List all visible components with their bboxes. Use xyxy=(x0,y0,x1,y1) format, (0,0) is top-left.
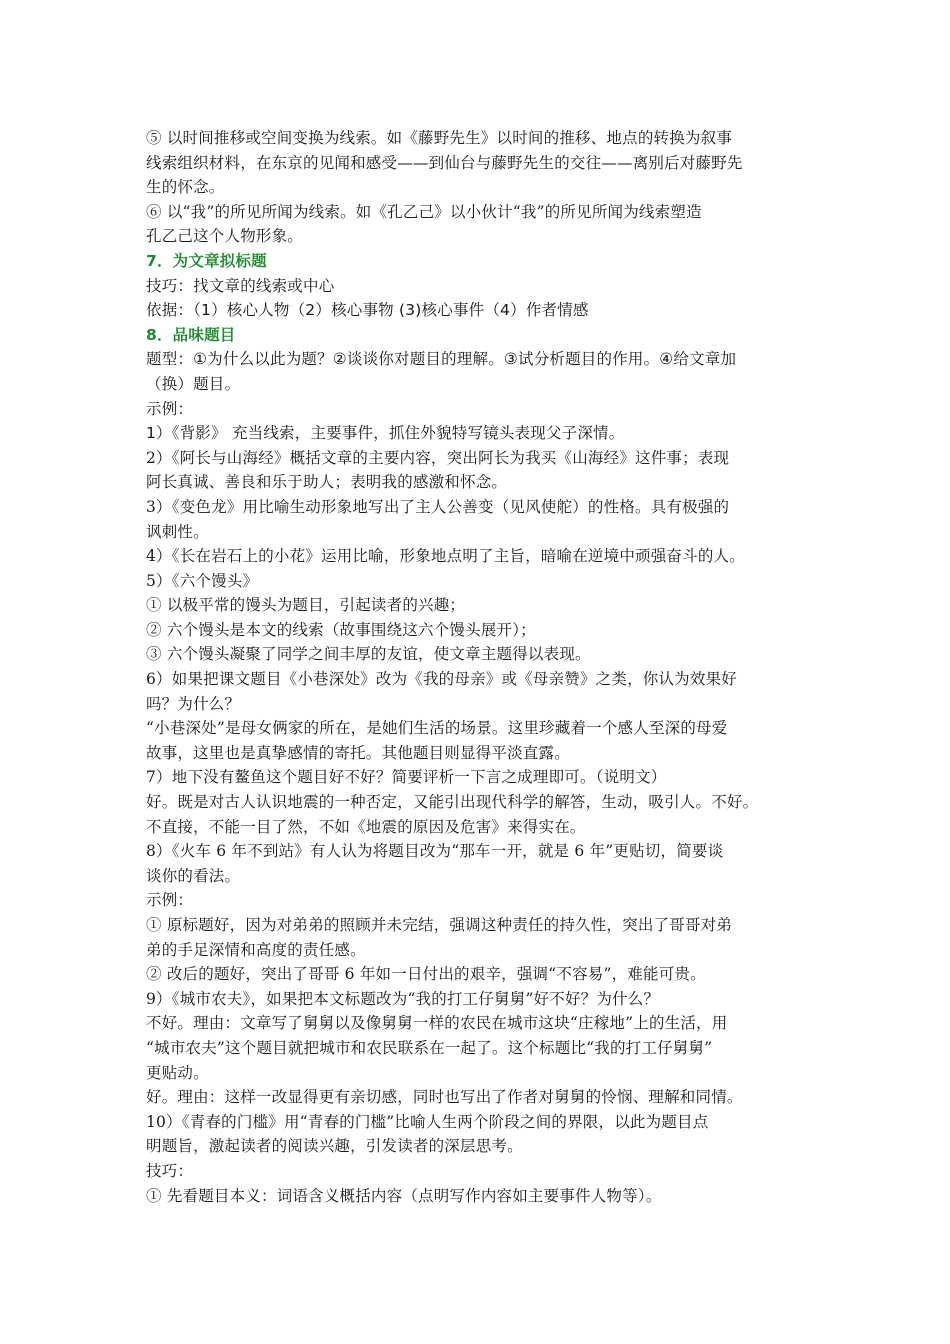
text-line: ② 六个馒头是本文的线索（故事围绕这六个馒头展开）； xyxy=(146,620,536,639)
text-line: 题型：①为什么以此为题？②谈谈你对题目的理解。③试分析题目的作用。④给文章加 xyxy=(146,350,737,369)
text-line: 阿长真诚、善良和乐于助人；表明我的感激和怀念。 xyxy=(146,473,508,492)
text-line: “城市农夫”这个题目就把城市和农民联系在一起了。这个标题比“我的打工仔舅舅” xyxy=(146,1038,713,1057)
text-line: 讽刺性。 xyxy=(146,522,209,541)
text-line: 谈你的看法。 xyxy=(146,866,241,885)
text-line: 示例： xyxy=(146,891,194,910)
text-line: 9）《城市农夫》，如果把本文标题改为“我的打工仔舅舅”好不好？为什么？ xyxy=(146,989,660,1008)
text-line: 5）《六个馒头》 xyxy=(146,571,259,590)
text-line: 3）《变色龙》用比喻生动形象地写出了主人公善变（见风使舵）的性格。具有极强的 xyxy=(146,497,730,516)
text-line: 1）《背影》 充当线索，主要事件，抓住外貌特写镜头表现父子深情。 xyxy=(146,424,625,443)
text-line: ③ 六个馒头凝聚了同学之间丰厚的友谊，使文章主题得以表现。 xyxy=(146,645,591,664)
text-line: 明题旨，激起读者的阅读兴趣，引发读者的深层思考。 xyxy=(146,1137,523,1156)
text-line: 8）《火车 6 年不到站》有人认为将题目改为“那车一开，就是 6 年”更贴切，简要谈 xyxy=(146,842,724,861)
text-line: 4）《长在岩石上的小花》运用比喻，形象地点明了主旨，暗喻在逆境中顽强奋斗的人。 xyxy=(146,547,745,566)
text-line: 7）地下没有鳌鱼这个题目好不好？简要评析一下言之成理即可。（说明文） xyxy=(146,768,667,787)
text-line: 弟的手足深情和高度的责任感。 xyxy=(146,940,366,959)
text-line: 好。既是对古人认识地震的一种否定，又能引出现代科学的解答，生动，吸引人。不好。 xyxy=(146,793,759,812)
text-line: 不直接，不能一目了然，不如《地震的原因及危害》来得实在。 xyxy=(146,817,586,836)
text-line: ① 原标题好，因为对弟弟的照顾并未完结，强调这种责任的持久性，突出了哥哥对弟 xyxy=(146,916,733,934)
section-heading: 7．为文章拟标题 xyxy=(146,251,267,270)
text-line: ① 先看题目本义：词语含义概括内容（点明写作内容如主要事件人物等）。 xyxy=(146,1186,662,1205)
text-line: 生的怀念。 xyxy=(146,178,225,197)
text-line: 线索组织材料，在东京的见闻和感受——到仙台与藤野先生的交往——离别后对藤野先 xyxy=(146,153,743,172)
text-line: 6）如果把课文题目《小巷深处》改为《我的母亲》或《母亲赞》之类，你认为效果好 xyxy=(146,670,737,689)
text-line: 技巧：找文章的线索或中心 xyxy=(146,276,335,295)
text-line: 依据：（1）核心人物（2）核心事物 (3)核心事件（4）作者情感 xyxy=(146,301,589,320)
text-line: （换）题目。 xyxy=(146,374,241,393)
text-line: 孔乙己这个人物形象。 xyxy=(146,227,304,246)
section-heading: 8．品味题目 xyxy=(146,325,236,344)
text-line: 更贴动。 xyxy=(146,1063,209,1082)
text-line: 技巧： xyxy=(146,1161,194,1180)
document-body xyxy=(146,126,826,1208)
text-line: 2）《阿长与山海经》概括文章的主要内容，突出阿长为我买《山海经》这件事；表现 xyxy=(146,448,730,467)
text-line: 好。理由：这样一改显得更有亲切感，同时也写出了作者对舅舅的怜悯、理解和同情。 xyxy=(146,1088,743,1107)
text-line: ② 改后的题好，突出了哥哥 6 年如一日付出的艰辛，强调“不容易”，难能可贵。 xyxy=(146,965,706,984)
text-line: 示例： xyxy=(146,399,194,418)
text-line: ⑥ 以“我”的所见所闻为线索。如《孔乙己》以小伙计“我”的所见所闻为线索塑造 xyxy=(146,202,702,221)
text-line: 吗？为什么？ xyxy=(146,694,241,713)
text-line: “小巷深处”是母女俩家的所在，是她们生活的场景。这里珍藏着一个感人至深的母爱 xyxy=(146,719,728,738)
text-line: 故事，这里也是真挚感情的寄托。其他题目则显得平淡直露。 xyxy=(146,743,570,762)
text-line: 10）《青春的门槛》用“青春的门槛”比喻人生两个阶段之间的界限，以此为题目点 xyxy=(146,1112,709,1131)
text-line: ① 以极平常的馒头为题目，引起读者的兴趣； xyxy=(146,596,466,615)
text-line: 不好。理由：文章写了舅舅以及像舅舅一样的农民在城市这块“庄稼地”上的生活，用 xyxy=(146,1014,728,1033)
text-line: ⑤ 以时间推移或空间变换为线索。如《藤野先生》以时间的推移、地点的转换为叙事 xyxy=(146,129,733,147)
